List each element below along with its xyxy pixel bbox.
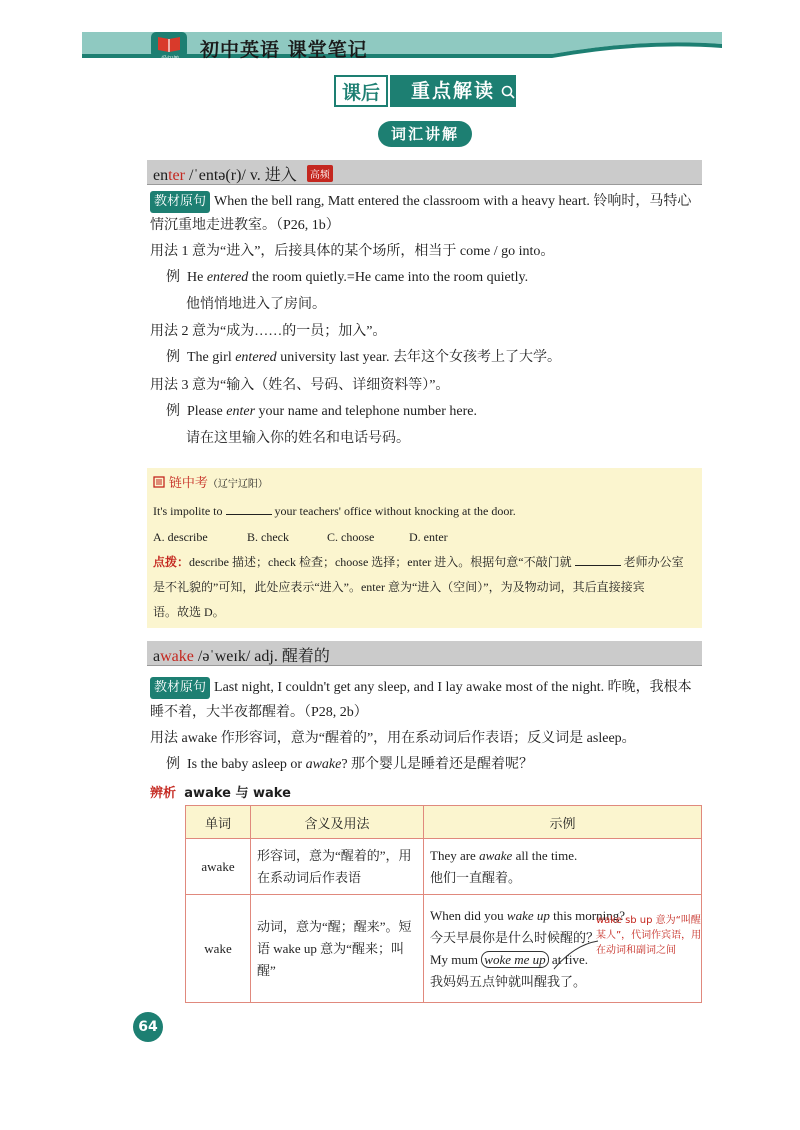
example-em: enter: [226, 404, 256, 419]
magnifier-icon: [500, 84, 516, 100]
note-arrow-icon: [544, 939, 600, 973]
table-cell-word: wake: [186, 895, 251, 1003]
source-text: Last night, I couldn't get any sleep, and I lay awake most of the night. 昨晚，我根本: [214, 680, 692, 695]
section-label-after-class: 课后: [334, 75, 388, 107]
example-em: entered: [206, 270, 249, 285]
example-cn: 今天早晨你是什么时候醒的？: [430, 929, 600, 945]
example-text: your name and telephone number here.: [255, 404, 478, 419]
table-cell-word: awake: [186, 839, 251, 895]
example-text: My mum: [430, 951, 482, 967]
header-title: 初中英语 课堂笔记: [200, 39, 368, 61]
example-text: ? 那个婴儿是睡着还是醒着呢？: [341, 757, 534, 772]
entry-header-awake: [147, 641, 702, 666]
hint-text: describe 描述；check 检查；choose 选择；enter 进入。根据句意“不敲门就: [189, 555, 572, 569]
comparison-table: [185, 805, 702, 1003]
usage-2: 用法 2 意为“成为……的一员；加入”。: [150, 324, 387, 339]
example-label: 例: [166, 757, 180, 772]
example-awake: [166, 755, 533, 775]
usage-3: 用法 3 意为“输入（姓名、号码、详细资料等）”。: [150, 378, 450, 393]
example-text: university last year. 去年这个女孩考上了大学。: [276, 350, 561, 365]
example-3-cn: 请在这里输入你的姓名和电话号码。: [186, 431, 410, 446]
option-d: D. enter: [409, 530, 448, 544]
example-text: Please: [187, 404, 227, 419]
entry-header-enter: [147, 160, 702, 185]
headword-phonetic: /əˈweɪk/ adj. 醒着的: [197, 648, 330, 665]
compare-title: awake 与 wake: [184, 786, 291, 801]
headword-part: a: [153, 648, 161, 665]
exam-title: [153, 474, 268, 494]
table-header: 含义及用法: [251, 806, 424, 839]
header-logo-text: 爱知趣: [160, 56, 179, 63]
option-b: B. check: [247, 530, 289, 544]
example-em: entered: [235, 350, 277, 365]
hint-label: 点拨：: [153, 555, 190, 569]
table-cell-meaning: 动词，意为“醒；醒来”。短语 wake up 意为“醒来；叫醒”: [251, 895, 424, 1003]
headword-phonetic: /ˈentə(r)/ v. 进入: [188, 167, 297, 184]
example-em: wake up: [506, 907, 550, 923]
source-line-2: [150, 677, 692, 699]
hint-blank: [575, 554, 621, 566]
page-number: 64: [133, 1012, 163, 1042]
table-cell-example: [424, 839, 702, 895]
example-text: He: [187, 270, 207, 285]
circled-phrase: woke me up: [481, 951, 548, 968]
exam-title-text: 链中考: [168, 476, 208, 491]
example-text: Is the baby asleep or: [187, 757, 306, 772]
usage-awake: 用法 awake 作形容词，意为“醒着的”，用在系动词后作表语；反义词是 asleep。: [150, 731, 636, 746]
option-c: C. choose: [327, 530, 375, 544]
handwritten-note: wake sb up 意为“叫醒某人”，代词作宾语，用在动词和副词之间: [596, 915, 702, 956]
table-row: [186, 895, 702, 1003]
hint-line-2: 是不礼貌的”可知，此处应表示“进入”。enter 意为“进入（空间）”，为及物动词，其后直接接宾: [153, 580, 645, 594]
example-label: 例: [166, 404, 180, 419]
table-header-row: [186, 806, 702, 839]
table-cell-meaning: 形容词，意为“醒着的”，用在系动词后作表语: [251, 839, 424, 895]
usage-1: 用法 1 意为“进入”，后接具体的某个场所，相当于 come / go into。: [150, 244, 555, 259]
source-line: [150, 191, 691, 213]
frequency-tag: 高频: [307, 165, 333, 182]
example-cn: 他们一直醒着。: [430, 869, 522, 885]
exam-link-box: [147, 468, 702, 628]
chain-icon: [153, 476, 165, 488]
compare-heading: [150, 784, 291, 804]
answer-blank: [226, 503, 272, 515]
option-a: A. describe: [153, 530, 208, 544]
source-text-cont: 情沉重地走进教室。（P26, 1b）: [150, 218, 340, 233]
exam-question: [153, 502, 516, 520]
table-header: 示例: [424, 806, 702, 839]
example-text: this morning?: [549, 907, 625, 923]
subsection-vocabulary: 词汇讲解: [378, 121, 472, 147]
headword-highlight: ter: [168, 167, 185, 184]
example-label: 例: [166, 350, 180, 365]
example-text: They are: [430, 847, 480, 863]
example-em: awake: [479, 847, 513, 863]
example-em: awake: [305, 757, 342, 772]
exam-region: （辽宁辽阳）: [207, 479, 268, 490]
table-cell-example: [424, 895, 702, 1003]
example-text: When did you: [430, 907, 507, 923]
example-2: [166, 348, 561, 368]
source-label: 教材原句: [150, 677, 210, 699]
question-text: It's impolite to: [153, 504, 223, 518]
example-text: at five.: [548, 951, 589, 967]
question-text: your teachers' office without knocking at the door.: [274, 504, 516, 518]
hint-line-3: 语。故选 D。: [153, 605, 225, 619]
headword-highlight: wake: [160, 648, 194, 665]
section-title-key-points: 重点解读: [390, 75, 516, 107]
source-text: When the bell rang, Matt entered the classroom with a heavy heart. 铃响时，马特心: [214, 194, 692, 209]
headword-part: en: [153, 167, 169, 184]
table-header: 单词: [186, 806, 251, 839]
example-text: the room quietly.=He came into the room quietly.: [248, 270, 529, 285]
example-1-cn: 他悄悄地进入了房间。: [186, 297, 326, 312]
hint-line-1: [153, 553, 684, 571]
example-text: The girl: [187, 350, 236, 365]
compare-label: 辨析: [150, 786, 177, 801]
table-row: [186, 839, 702, 895]
example-cn: 我妈妈五点钟就叫醒我了。: [430, 973, 587, 989]
hint-text: 老师办公室: [623, 555, 684, 569]
example-3: [166, 402, 477, 422]
example-label: 例: [166, 270, 180, 285]
source-text-cont-2: 睡不着，大半夜都醒着。（P28, 2b）: [150, 705, 368, 720]
source-label: 教材原句: [150, 191, 210, 213]
example-1: [166, 268, 528, 288]
example-text: all the time.: [512, 847, 578, 863]
